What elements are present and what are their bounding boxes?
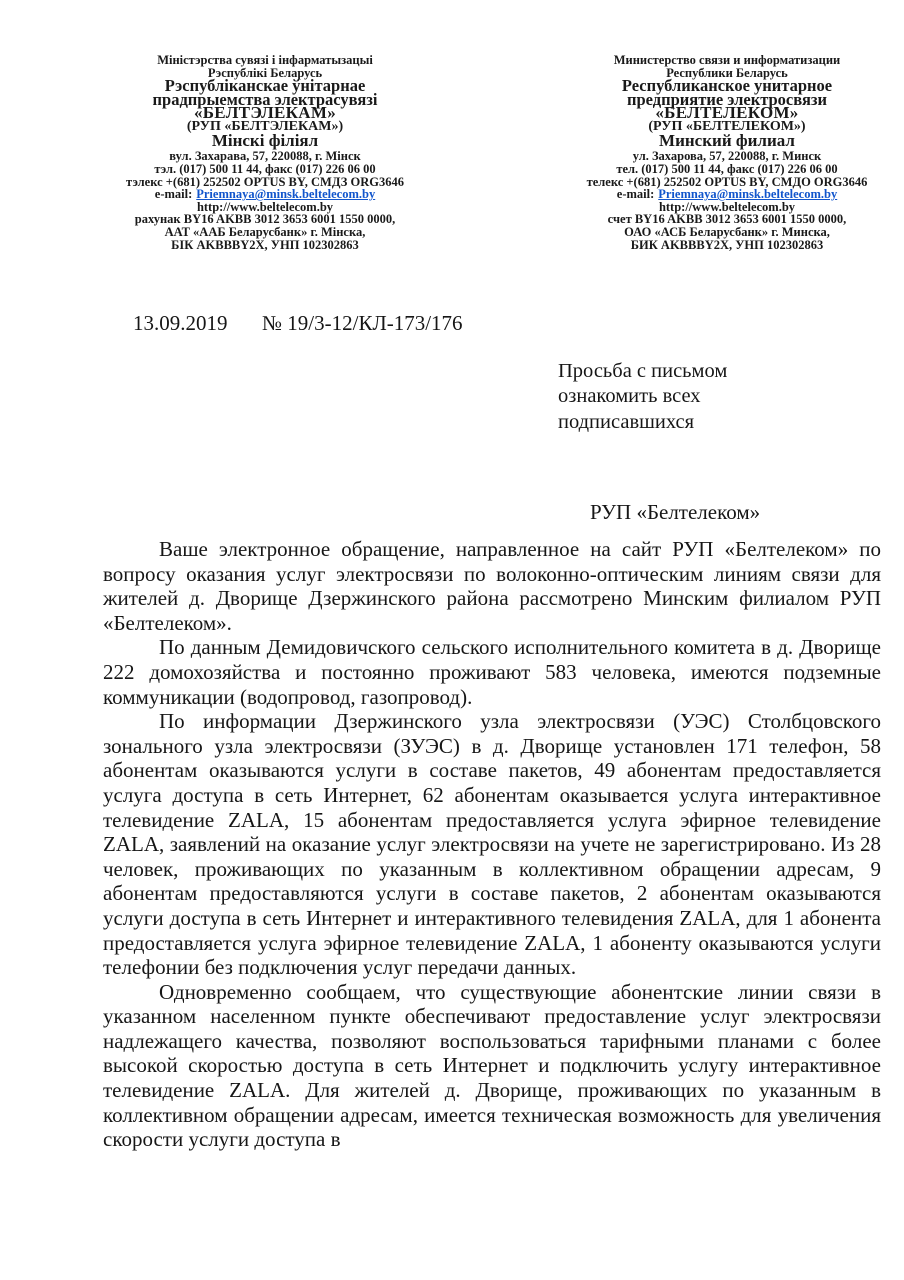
bik-unp-line: БИК AKBBBY2X, УНП 102302863 [630,237,824,252]
bank-name-line: ААТ «ААБ Беларусбанк» г. Мінска, [164,224,366,239]
street-address: вул. Захарава, 57, 220088, г. Мінск [169,149,361,164]
org-brand-name: «БЕЛТЕЛЕКОМ» [655,103,799,122]
website-line: http://www.beltelecom.by [196,199,334,214]
org-name-line: Республиканское унитарное [621,76,833,96]
handling-note-line: ознакомить всех [558,385,701,408]
email-link[interactable]: Priemnaya@minsk.beltelecom.by [196,187,376,202]
body-paragraph: По данным Демидовичского сельского исполнительного комитета в д. Дворище 222 домохозяйства и постоянно проживают 583 человека, имеются подземные коммуникации (водопровод, газопровод). [103,635,881,709]
ministry-name-line: Рэспублікі Беларусь [207,65,323,80]
telex-line: телекс +(681) 252502 OPTUS BY, СМДО ORG3646 [586,174,868,189]
website-line: http://www.beltelecom.by [658,199,796,214]
body-paragraph: По информации Дзержинского узла электросвязи (УЭС) Столбцовского зонального узла электросвязи (ЗУЭС) в д. Дворище установлен 171 телефон, 58 абонентам оказываются услуги в составе пакетов, 49 абонентам предоставляется услуга доступа в сеть Интернет, 62 абонентам оказывается услуга интерактивное телевидение ZALA, 15 абонентам предоставляется услуга эфирное телевидение ZALA, заявлений на оказание услуг электросвязи на учете не зарегистрировано. Из 28 человек, проживающих по указанным в коллективном обращении адресам, 9 абонентам предоставляются услуги в составе пакетов, 2 абонентам оказываются услуги доступа в сеть Интернет и интерактивного телевидения ZALA, для 1 абонента предоставляется услуга эфирное телевидение ZALA, 1 абоненту оказываются услуги телефонии без подключения услуг передачи данных. [103,709,881,980]
email-label: e-mail: [616,187,655,202]
email-line [83,188,447,201]
phone-fax-line: тел. (017) 500 11 44, факс (017) 226 06 00 [616,162,838,176]
org-abbreviation: (РУП «БЕЛТЭЛЕКАМ») [186,118,344,134]
addressee: РУП «Белтелеком» [590,500,761,524]
letter-number: № 19/3-12/КЛ-173/176 [262,311,463,335]
org-name-line: Рэспубліканскае ўнітарнае [164,76,366,96]
bank-name-line: ОАО «АСБ Беларусбанк» г. Минска, [624,224,830,239]
email-link[interactable]: Priemnaya@minsk.beltelecom.by [658,187,838,202]
branch-name: Мінскі філіял [211,131,319,151]
bank-account-line: счет BY16 AKBB 3012 3653 6001 1550 0000, [607,212,847,227]
ministry-name-line: Міністэрства сувязі і інфарматызацыі [157,53,373,67]
body-paragraph: Ваше электронное обращение, направленное на сайт РУП «Белтелеком» по вопросу оказания услуг электросвязи по волоконно-оптическим линиям связи для жителей д. Дворище Дзержинского района рассмотрено Минским филиалом РУП «Белтелеком». [103,537,881,635]
bik-unp-line: БІК AKBBBY2X, УНП 102302863 [171,237,359,252]
telex-line: тэлекс +(681) 252502 OPTUS BY, СМДЗ ORG3646 [126,174,404,189]
letter-date: 13.09.2019 [133,311,228,335]
letterhead-russian [545,54,904,251]
handling-note [558,359,798,435]
letter-body [103,537,881,1152]
branch-name: Минский филиал [659,131,795,151]
letterhead-belarusian [83,54,447,251]
handling-note-line: подписавшихся [558,410,695,433]
email-line [545,188,904,201]
body-paragraph: Одновременно сообщаем, что существующие абонентские линии связи в указанном населенном пункте обеспечивают предоставление услуг электросвязи надлежащего качества, позволяют воспользоваться тарифными планами с более высокой скоростью доступа в сеть Интернет и подключить услугу интерактивное телевидение ZALA. Для жителей д. Дворище, проживающих по указанным в коллективном обращении адресам, имеется техническая возможность для увеличения скорости услуги доступа в [103,979,881,1152]
org-brand-name: «БЕЛТЭЛЕКАМ» [193,103,337,122]
phone-fax-line: тэл. (017) 500 11 44, факс (017) 226 06 00 [154,162,376,176]
org-name-line: предприятие электросвязи [626,89,828,109]
bank-account-line: рахунак BY16 AKBB 3012 3653 6001 1550 0000, [134,212,396,227]
org-name-line: прадпрыемства электрасувязі [152,89,378,109]
handling-note-line: Просьба с письмом [558,360,728,382]
email-label: e-mail: [154,187,193,202]
street-address: ул. Захарова, 57, 220088, г. Минск [632,149,822,164]
ministry-name-line: Республики Беларусь [666,65,788,80]
ministry-name-line: Министерство связи и информатизации [613,53,841,67]
org-abbreviation: (РУП «БЕЛТЕЛЕКОМ») [648,118,806,134]
